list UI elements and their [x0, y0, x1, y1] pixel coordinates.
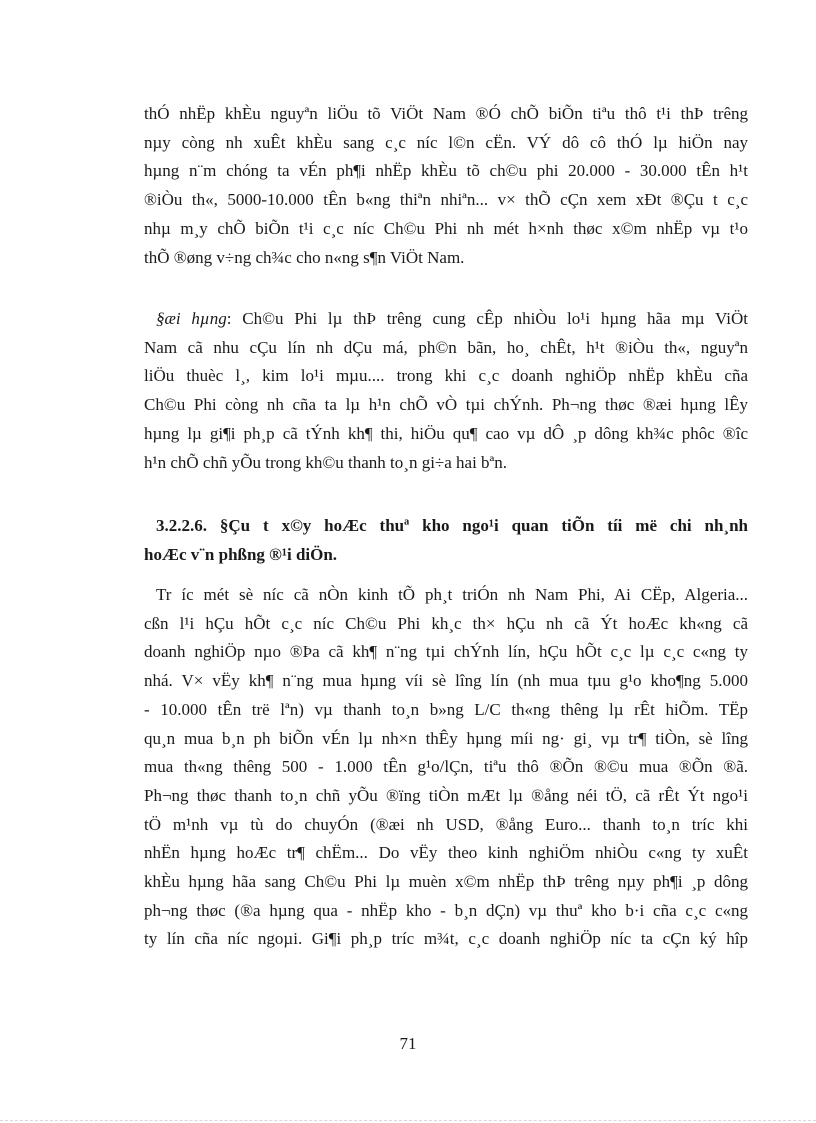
- term-doi-hang: §æi hµng: [156, 309, 227, 328]
- heading-line: hoÆc v¨n phßng ®¹i diÖn.: [144, 544, 338, 564]
- section-heading: [144, 512, 748, 569]
- text-line: thÓ nhËp khÈu nguyªn liÖu tõ ViÖt Nam ®Ó chÕ biÕn tiªu thô t¹i thÞ trêng: [144, 104, 748, 123]
- text-line: nhá. V× vËy kh¶ n¨ng mua hµng víi sè lîng lín (nh mua tµu g¹o kho¶ng 5.000: [144, 671, 748, 691]
- text-line: h¹n chÕ chñ yÕu trong kh©u thanh to¸n gi÷a hai bªn.: [144, 452, 508, 472]
- text-line: qu¸n mua b¸n ph biÕn vÉn lµ nh×n thÊy hµng míi ng· gi¸ vµ tr¶ tiÒn, sè lîng: [144, 728, 748, 748]
- text-line: thÕ ®øng v÷ng ch¾c cho n«ng s¶n ViÖt Nam.: [144, 247, 465, 267]
- heading-line: 3.2.2.6. §Çu t x©y hoÆc thuª kho ngo¹i quan tiÕn tíi më chi nh¸nh: [156, 516, 748, 535]
- text-line: ty lín cña níc ngoµi. Gi¶i ph¸p tríc m¾t, c¸c doanh nghiÖp níc ta cÇn ký hîp: [144, 929, 748, 949]
- text-line: Tr íc mét sè níc cã nÒn kinh tÕ ph¸t triÓn nh Nam Phi, Ai CËp, Algeria...: [156, 585, 748, 604]
- text-line: nµy còng nh xuÊt khÈu sang c¸c níc l©n cËn. VÝ dô cô thÓ lµ hiÖn nay: [144, 132, 748, 152]
- text-line: Ch©u Phi còng nh cña ta lµ h¹n chÕ vÒ tµi chÝnh. Ph¬ng thøc ®æi hµng lÊy: [144, 395, 748, 415]
- text-run: : Ch©u Phi lµ thÞ trêng cung cÊp nhiÒu lo¹i hµng hãa mµ ViÖt: [226, 309, 749, 328]
- text-line: Nam cã nhu cÇu lín nh dÇu má, ph©n bãn, ho¸ chÊt, h¹t ®iÒu th«, nguyªn: [144, 337, 748, 357]
- text-line: mua th«ng thêng 500 - 1.000 tÊn g¹o/lÇn, tiªu thô ®Õn ®©u mua ®Õn ®ã.: [144, 757, 748, 777]
- paragraph-nong-san: [144, 100, 748, 272]
- text-line: nhËn hµng hoÆc tr¶ chËm... Do vËy theo kinh nghiÖm nhiÒu c«ng ty xuÊt: [144, 843, 748, 863]
- page-bottom-divider: [0, 1120, 816, 1121]
- text-line: tÖ m¹nh vµ tù do chuyÓn (®æi nh USD, ®ång Euro... thanh to¸n tríc khi: [144, 814, 748, 834]
- text-line: hµng n¨m chóng ta vÉn ph¶i nhËp khÈu tõ ch©u phi 20.000 - 30.000 tÊn h¹t: [144, 161, 748, 181]
- text-line: doanh nghiÖp nµo ®Þa cã kh¶ n¨ng tµi chÝnh lín, hÇu hÕt c¸c lµ c¸c c«ng ty: [144, 642, 748, 662]
- text-line: ®iÒu th«, 5000-10.000 tÊn b«ng thiªn nhiªn... v× thÕ cÇn xem xÐt ®Çu t c¸c: [144, 190, 748, 210]
- text-line: khÈu hµng hãa sang Ch©u Phi lµ muèn x©m nhËp thÞ trêng nµy ph¶i ¸p dông: [144, 872, 748, 892]
- text-line: Ph¬ng thøc thanh to¸n chñ yÕu ®ïng tiÒn mÆt lµ ®ång néi tÖ, cã rÊt Ýt ngo¹i: [144, 785, 748, 805]
- text-line: [144, 305, 748, 334]
- page-number: 71: [399, 1034, 417, 1053]
- text-line: liÖu thuèc l¸, kim lo¹i mµu.... trong khi c¸c doanh nghiÖp nhËp khÈu cña: [144, 366, 748, 386]
- text-line: ph¬ng thøc (®a hµng qua - nhËp kho - b¸n dÇn) vµ thuª kho b·i cña c¸c c«ng: [144, 900, 748, 920]
- text-line: cßn l¹i hÇu hÕt c¸c níc Ch©u Phi kh¸c th× hÇu nh cã Ýt hoÆc kh«ng cã: [144, 613, 748, 633]
- paragraph-doi-hang: [144, 305, 748, 477]
- text-line: hµng lµ gi¶i ph¸p cã tÝnh kh¶ thi, hiÖu qu¶ cao vµ dÔ ¸p dông kh¾c phôc ®îc: [144, 423, 748, 443]
- text-line: nhµ m¸y chÕ biÕn t¹i c¸c níc Ch©u Phi nh mét h×nh thøc x©m nhËp vµ t¹o: [144, 218, 748, 238]
- paragraph-dau-tu-kho: [144, 581, 748, 954]
- text-line: - 10.000 tÊn trë lªn) vµ thanh to¸n b»ng L/C th«ng thêng lµ rÊt hiÕm. TËp: [144, 699, 748, 719]
